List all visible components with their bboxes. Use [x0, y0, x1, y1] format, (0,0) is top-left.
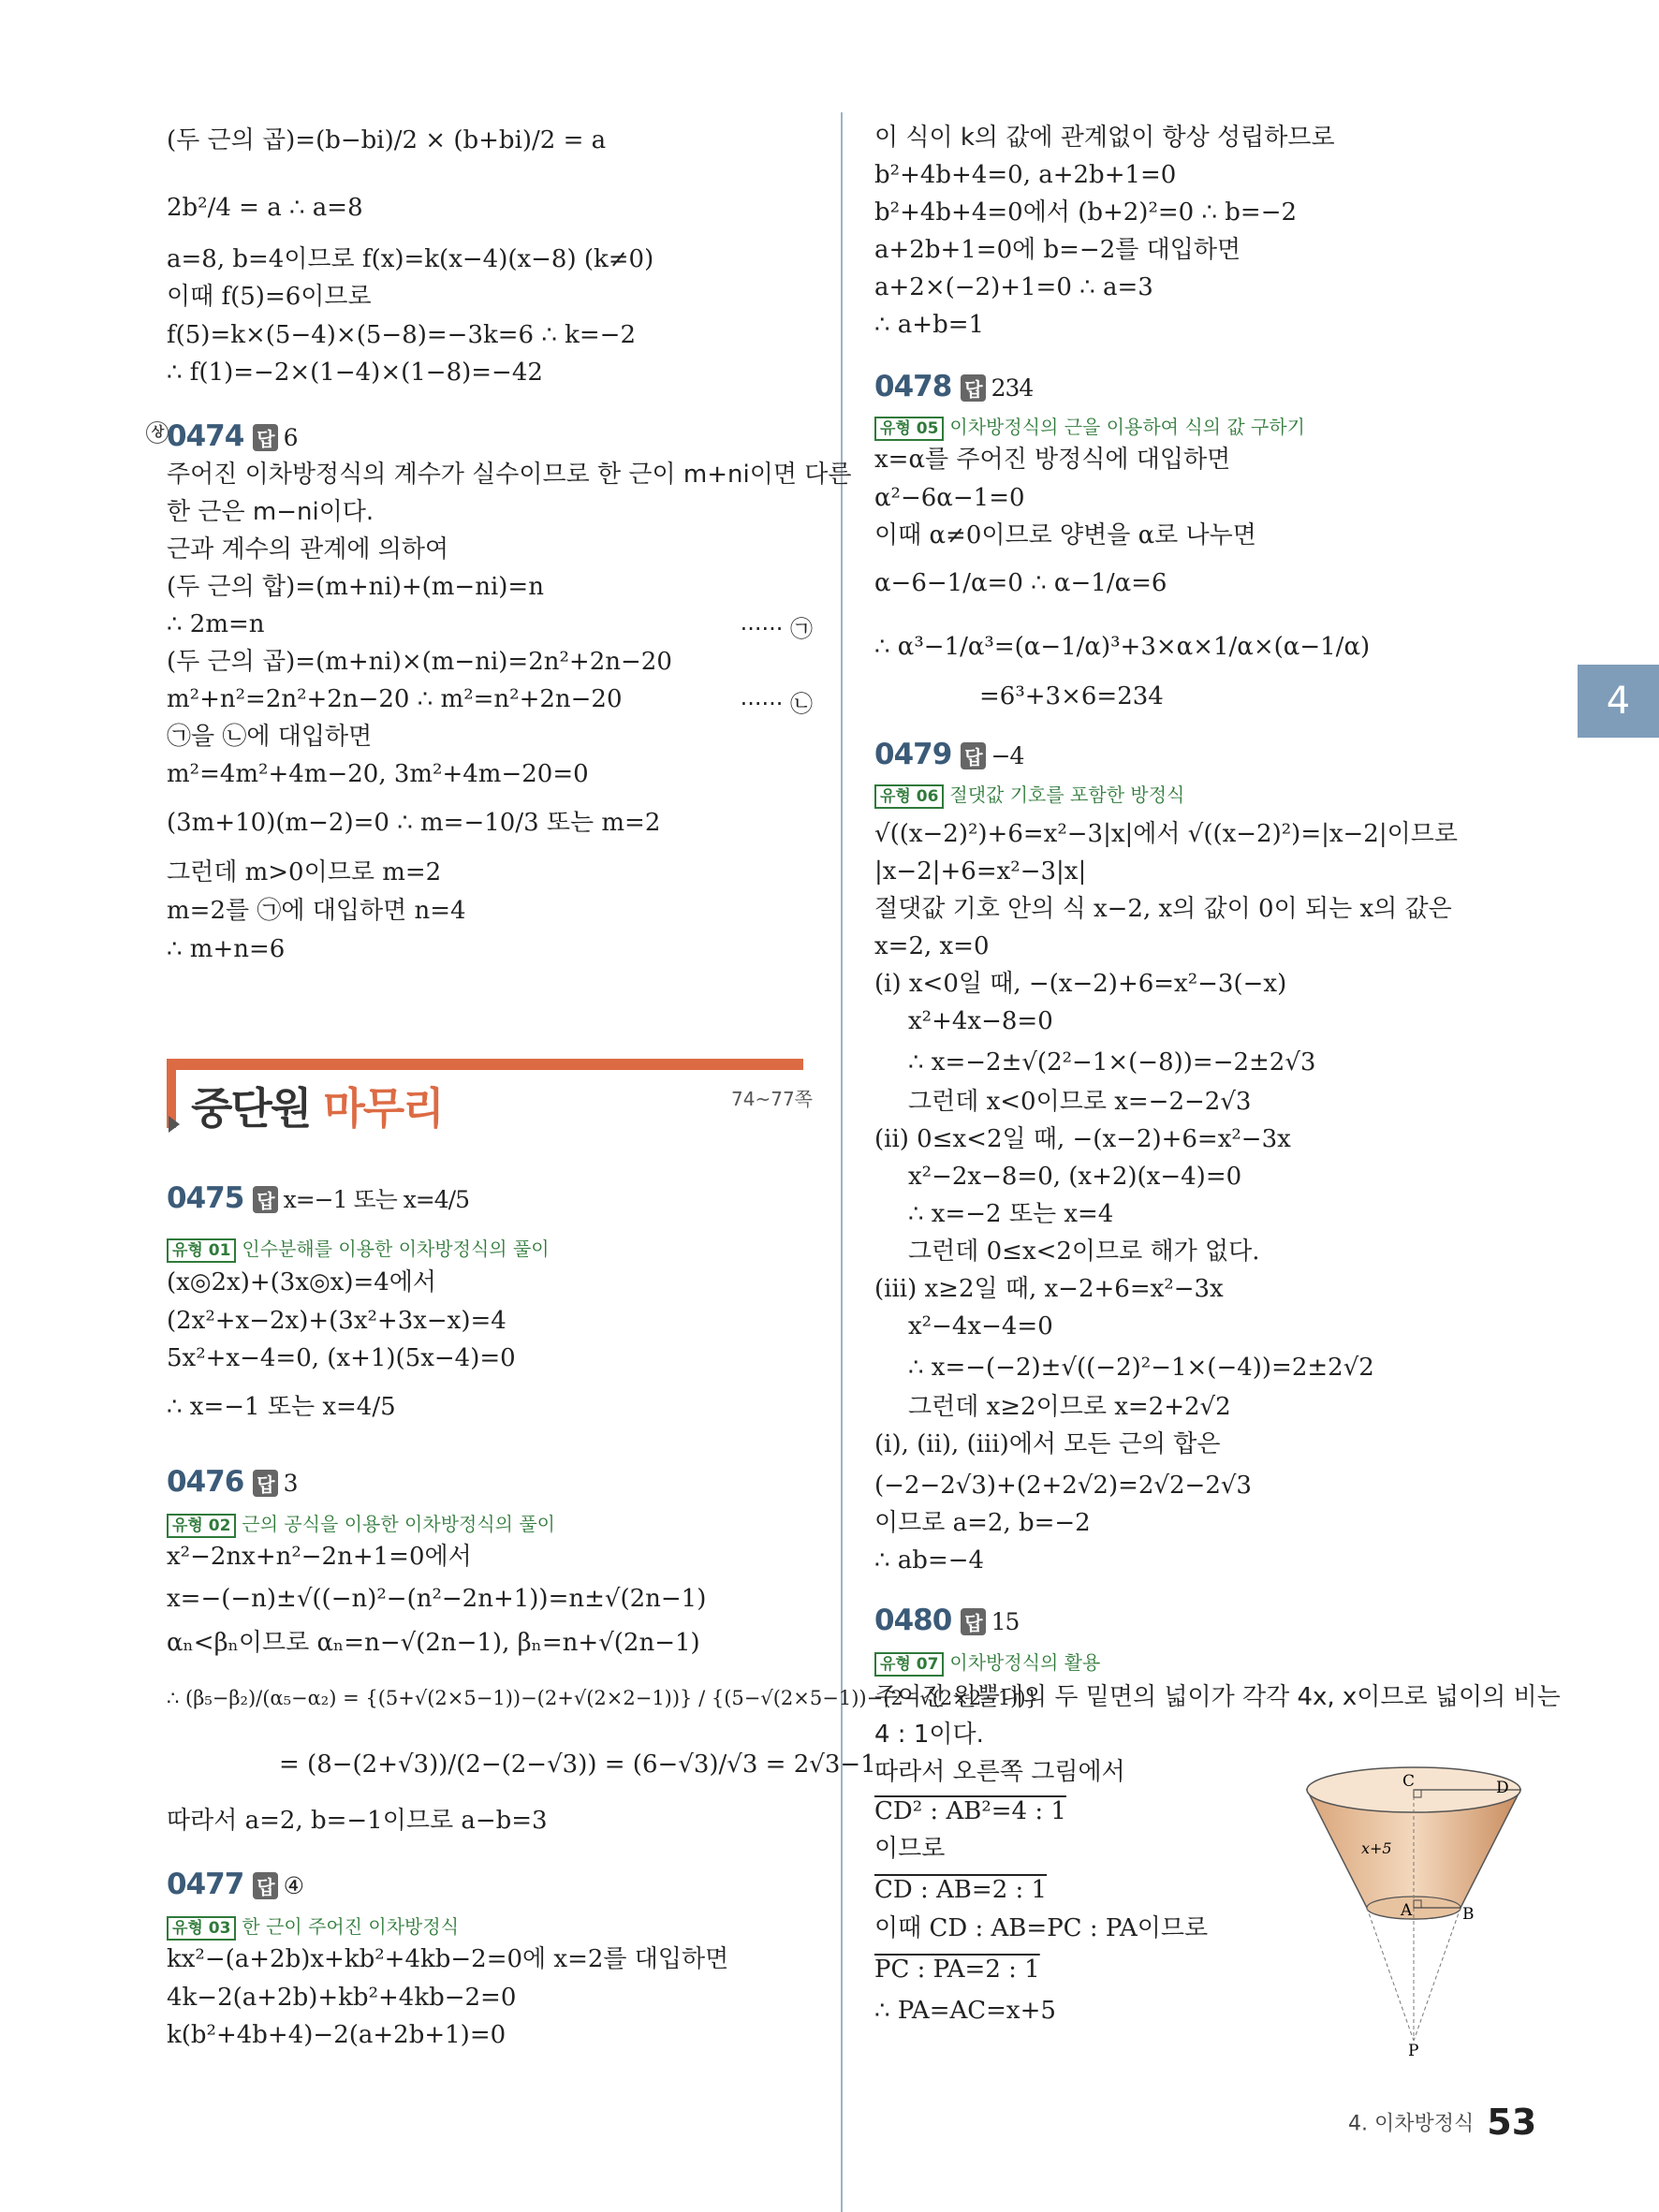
text-line: f(5)=k×(5−4)×(5−8)=−3k=6 ∴ k=−2	[167, 321, 637, 349]
answer-tag: 답	[961, 742, 985, 769]
footer-chapter: 4. 이차방정식	[1348, 2112, 1475, 2136]
problem-type: 유형 06 절댓값 기호를 포함한 방정식	[874, 780, 1184, 809]
text-line: ∴ (β₅−β₂)/(α₅−α₂) = {(5+√(2×5−1))−(2+√(2×2−1))} / {(5−√(2×5−1))−(2−√(2×2−1))}	[167, 1687, 1038, 1709]
text-line: (2x²+x−2x)+(3x²+3x−x)=4	[167, 1307, 507, 1335]
text-line: x²+4x−8=0	[908, 1007, 1053, 1035]
label-c: C	[1402, 1772, 1416, 1791]
answer-tag: 답	[961, 374, 985, 402]
text-line: m=2를 ㉠에 대입하면 n=4	[167, 897, 466, 925]
text-line: (두 근의 곱)=(b−bi)/2 × (b+bi)/2 = a	[167, 126, 607, 154]
text-line: 이때 f(5)=6이므로	[167, 283, 372, 311]
equation-mark: ······ ㉡	[740, 691, 813, 717]
text-line: (3m+10)(m−2)=0 ∴ m=−10/3 또는 m=2	[167, 809, 661, 837]
problem-number-0474	[151, 419, 298, 453]
text-line: =6³+3×6=234	[979, 682, 1164, 710]
cone-edge	[1414, 1908, 1461, 2041]
problem-type: 유형 03 한 근이 주어진 이차방정식	[167, 1912, 459, 1941]
text-line: PC : PA=2 : 1	[874, 1956, 1040, 1984]
page-footer	[1348, 2102, 1536, 2143]
text-line: b²+4b+4=0, a+2b+1=0	[874, 161, 1177, 189]
section-banner-bar	[167, 1059, 803, 1070]
text-line: x²−2x−8=0, (x+2)(x−4)=0	[908, 1163, 1242, 1191]
label-b: B	[1462, 1905, 1475, 1924]
text-line: αₙ<βₙ이므로 αₙ=n−√(2n−1), βₙ=n+√(2n−1)	[167, 1629, 700, 1657]
text-line: x=2, x=0	[874, 932, 990, 960]
problem-number-0477: 0477 답 ④	[167, 1868, 304, 1901]
text-line: kx²−(a+2b)x+kb²+4kb−2=0에 x=2를 대입하면	[167, 1945, 729, 1973]
text-line: k(b²+4b+4)−2(a+2b+1)=0	[167, 2021, 507, 2049]
text-line: CD : AB=2 : 1	[874, 1876, 1048, 1904]
text-line: ㉠을 ㉡에 대입하면	[167, 723, 373, 751]
text-line: b²+4b+4=0에서 (b+2)²=0 ∴ b=−2	[874, 198, 1298, 227]
text-line: 4 : 1이다.	[874, 1721, 984, 1749]
text-line: x²−2nx+n²−2n+1=0에서	[167, 1543, 472, 1571]
text-line: 이므로	[874, 1835, 946, 1863]
text-line: 그런데 x<0이므로 x=−2−2√3	[908, 1088, 1252, 1116]
section-title: 중단원 마무리	[191, 1083, 443, 1134]
text-line: √((x−2)²)+6=x²−3|x|에서 √((x−2)²)=|x−2|이므로	[874, 820, 1458, 848]
answer-tag: 답	[961, 1608, 985, 1635]
text-line: ∴ f(1)=−2×(1−4)×(1−8)=−42	[167, 359, 543, 387]
text-line: x²−4x−4=0	[908, 1312, 1053, 1340]
text-line: 따라서 a=2, b=−1이므로 a−b=3	[167, 1807, 548, 1835]
text-line: α−6−1/α=0 ∴ α−1/α=6	[874, 569, 1167, 597]
text-line: ∴ ab=−4	[874, 1546, 985, 1575]
text-line: 따라서 오른쪽 그림에서	[874, 1758, 1125, 1786]
text-line: = (8−(2+√3))/(2−(2−√3)) = (6−√3)/√3 = 2√3−1	[279, 1751, 876, 1779]
text-line: 절댓값 기호 안의 식 x−2, x의 값이 0이 되는 x의 값은	[874, 895, 1452, 923]
answer-tag: 답	[253, 424, 277, 451]
label-d: D	[1496, 1779, 1509, 1797]
text-line: 그런데 m>0이므로 m=2	[167, 858, 442, 886]
text-line: 주어진 원뿔대의 두 밑면의 넓이가 각각 4x, x이므로 넓이의 비는	[874, 1683, 1561, 1711]
text-line: (iii) x≥2일 때, x−2+6=x²−3x	[874, 1275, 1224, 1303]
text-line: CD² : AB²=4 : 1	[874, 1797, 1066, 1825]
label-p: P	[1408, 2042, 1419, 2059]
problem-type: 유형 01 인수분해를 이용한 이차방정식의 풀이	[167, 1234, 550, 1263]
label-side: x+5	[1361, 1839, 1392, 1857]
text-line: m²=4m²+4m−20, 3m²+4m−20=0	[167, 760, 589, 788]
cone-edge	[1367, 1908, 1414, 2041]
text-line: ∴ a+b=1	[874, 311, 985, 339]
text-line: 이때 CD : AB=PC : PA이므로	[874, 1914, 1209, 1942]
answer-tag: 답	[253, 1186, 277, 1213]
answer-value: ④	[283, 1872, 304, 1899]
text-line: m²+n²=2n²+2n−20 ∴ m²=n²+2n−20	[167, 685, 623, 713]
equation-mark: ······ ㉠	[740, 616, 813, 642]
problem-number-0475: 0475 답 x=−1 또는 x=4/5	[167, 1181, 469, 1215]
banner-arrow-icon	[169, 1116, 180, 1133]
label-a: A	[1401, 1901, 1413, 1920]
text-line: |x−2|+6=x²−3|x|	[874, 857, 1087, 886]
text-line: ∴ x=−(−2)±√((−2)²−1×(−4))=2±2√2	[908, 1354, 1374, 1382]
text-line: (x◎2x)+(3x◎x)=4에서	[167, 1268, 437, 1296]
text-line: 2b²/4 = a ∴ a=8	[167, 194, 363, 222]
problem-number-0476: 0476 답 3	[167, 1465, 298, 1499]
problem-number-0478: 0478 답 234	[874, 370, 1034, 403]
text-line: 이므로 a=2, b=−2	[874, 1509, 1091, 1537]
text-line: 이때 α≠0이므로 양변을 α로 나누면	[874, 521, 1256, 549]
text-line: (두 근의 합)=(m+ni)+(m−ni)=n	[167, 573, 544, 601]
answer-value: −4	[991, 742, 1024, 769]
text-line: ∴ x=−2±√(2²−1×(−8))=−2±2√3	[908, 1048, 1316, 1077]
answer-value: 15	[991, 1608, 1020, 1635]
text-line: (−2−2√3)+(2+2√2)=2√2−2√3	[874, 1472, 1252, 1500]
text-line: 5x²+x−4=0, (x+1)(5x−4)=0	[167, 1344, 516, 1372]
chapter-tab: 4	[1578, 665, 1659, 738]
text-line: ∴ PA=AC=x+5	[874, 1997, 1056, 2025]
text-line: a=8, b=4이므로 f(x)=k(x−4)(x−8) (k≠0)	[167, 245, 654, 273]
answer-value: 3	[283, 1470, 298, 1497]
problem-type: 유형 02 근의 공식을 이용한 이차방정식의 풀이	[167, 1509, 555, 1538]
text-line: ∴ x=−2 또는 x=4	[908, 1200, 1114, 1228]
text-line: (i) x<0일 때, −(x−2)+6=x²−3(−x)	[874, 970, 1287, 998]
text-line: α²−6α−1=0	[874, 484, 1025, 512]
text-line: 주어진 이차방정식의 계수가 실수이므로 한 근이 m+ni이면 다른	[167, 461, 852, 489]
text-line: ∴ x=−1 또는 x=4/5	[167, 1393, 396, 1421]
text-line: x=−(−n)±√((−n)²−(n²−2n+1))=n±√(2n−1)	[167, 1585, 707, 1613]
text-line: ∴ m+n=6	[167, 935, 286, 963]
text-line: (두 근의 곱)=(m+ni)×(m−ni)=2n²+2n−20	[167, 648, 672, 676]
text-line: ∴ α³−1/α³=(α−1/α)³+3×α×1/α×(α−1/α)	[874, 633, 1371, 661]
text-line: 4k−2(a+2b)+kb²+4kb−2=0	[167, 1984, 517, 2012]
column-divider	[841, 112, 843, 2212]
problem-number-0479: 0479 답 −4	[874, 738, 1024, 771]
answer-value: x=−1 또는 x=4/5	[283, 1186, 469, 1213]
section-pages: 74~77쪽	[731, 1088, 813, 1110]
problem-number: 0474	[167, 419, 244, 453]
answer-tag: 답	[253, 1470, 277, 1497]
problem-type: 유형 07 이차방정식의 활용	[874, 1648, 1100, 1677]
text-line: 그런데 0≤x<2이므로 해가 없다.	[908, 1238, 1260, 1266]
text-line: x=α를 주어진 방정식에 대입하면	[874, 446, 1231, 474]
level-badge: 상	[146, 421, 169, 444]
text-line: 근과 계수의 관계에 의하여	[167, 535, 449, 564]
text-line: (ii) 0≤x<2일 때, −(x−2)+6=x²−3x	[874, 1125, 1291, 1153]
text-line: 한 근은 m−ni이다.	[167, 498, 374, 526]
problem-type: 유형 05 이차방정식의 근을 이용하여 식의 값 구하기	[874, 412, 1305, 441]
page-number: 53	[1487, 2102, 1537, 2143]
answer-tag: 답	[253, 1872, 277, 1899]
frustum-figure	[1301, 1751, 1526, 2059]
answer-value: 234	[991, 374, 1034, 402]
text-line: a+2b+1=0에 b=−2를 대입하면	[874, 236, 1241, 264]
text-line: 그런데 x≥2이므로 x=2+2√2	[908, 1393, 1231, 1421]
text-line: a+2×(−2)+1=0 ∴ a=3	[874, 273, 1153, 301]
text-line: 이 식이 k의 값에 관계없이 항상 성립하므로	[874, 124, 1335, 152]
text-line: ∴ 2m=n	[167, 610, 265, 638]
problem-number-0480: 0480 답 15	[874, 1604, 1020, 1637]
text-line: (i), (ii), (iii)에서 모든 근의 합은	[874, 1430, 1221, 1458]
answer-value: 6	[283, 424, 298, 451]
